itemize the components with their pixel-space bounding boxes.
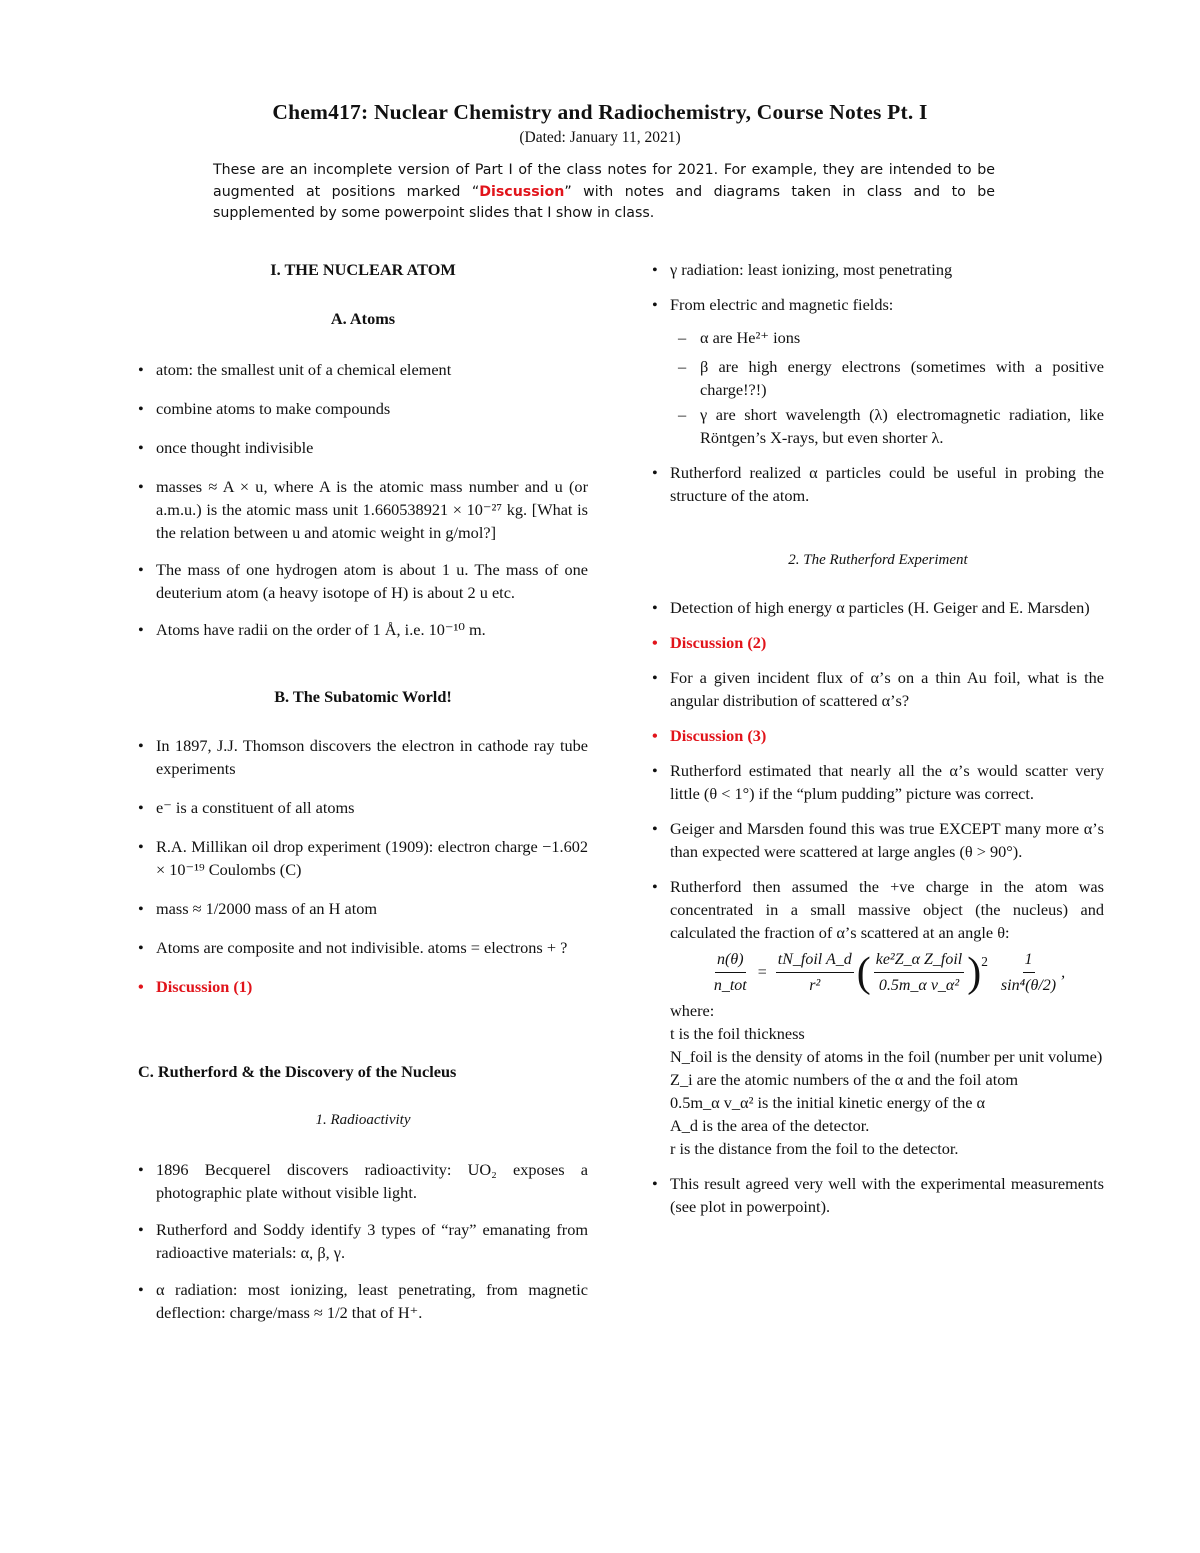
abstract-text-before: These are an incomplete version of Part I of the class notes for 2021. For example, they are intended to be augmented at positions marked “ — [213, 162, 995, 200]
formula-lhs-fraction — [712, 948, 749, 997]
list-item: • R.A. Millikan oil drop experiment (1909): electron charge −1.602 × 10⁻¹⁹ Coulombs (C) — [138, 835, 588, 881]
fields-sublist — [670, 326, 1104, 449]
sublist-item: – β are high energy electrons (sometimes with a positive charge!?!) — [670, 355, 1104, 401]
discussion-marker-2: • Discussion (2) — [652, 631, 1104, 654]
formula-angular-numerator: 1 — [1023, 948, 1035, 973]
formula-energy-denominator: 0.5m_α v_α² — [878, 977, 960, 994]
paper-title: Chem417: Nuclear Chemistry and Radiochemistry, Course Notes Pt. I — [272, 100, 928, 124]
formula-lhs-denominator: n_tot — [713, 977, 747, 994]
list-item: • For a given incident flux of α’s on a thin Au foil, what is the angular distribution of scattered α’s? — [652, 666, 1104, 712]
sublist-item: – α are He²⁺ ions — [670, 326, 1104, 349]
abstract-discussion-highlight: Discussion — [479, 183, 565, 200]
right-column — [652, 258, 1104, 1218]
atoms-list — [138, 358, 588, 641]
subsubsection-heading-rutherford-experiment: 2. The Rutherford Experiment — [788, 552, 968, 568]
list-item: • Atoms are composite and not indivisible. atoms = electrons + ? — [138, 936, 588, 959]
formula-geometry-fraction — [776, 948, 854, 997]
left-column — [138, 258, 588, 1324]
formula-geometry-denominator: r² — [809, 977, 821, 994]
list-item — [652, 875, 1104, 1160]
discussion-marker-3: • Discussion (3) — [652, 724, 1104, 747]
definition-line: where: — [670, 1001, 715, 1020]
list-item: • Rutherford and Soddy identify 3 types of “ray” emanating from radioactive materials: α, β, γ. — [138, 1218, 588, 1264]
subsection-heading-subatomic: B. The Subatomic World! — [274, 687, 452, 706]
formula-open-paren: ( — [856, 949, 871, 996]
list-item: • once thought indivisible — [138, 436, 588, 459]
list-item: • This result agreed very well with the experimental measurements (see plot in powerpoint). — [652, 1172, 1104, 1218]
list-item: • Rutherford estimated that nearly all the α’s would scatter very little (θ < 1°) if the “plum pudding” picture was correct. — [652, 759, 1104, 805]
list-item: • 1896 Becquerel discovers radioactivity: UO₂ exposes a photographic plate without visible light. — [138, 1158, 588, 1204]
definition-line: t is the foil thickness — [670, 1024, 805, 1043]
experiment-list — [652, 596, 1104, 1218]
definition-line: 0.5m_α v_α² is the initial kinetic energy of the α — [670, 1093, 986, 1112]
list-item: • γ radiation: least ionizing, most penetrating — [652, 258, 1104, 281]
radioactivity-list — [138, 1158, 588, 1324]
subsection-heading-atoms: A. Atoms — [330, 309, 396, 328]
subatomic-list — [138, 734, 588, 998]
definition-line: Z_i are the atomic numbers of the α and the foil atom — [670, 1070, 1019, 1089]
discussion-marker-1: • Discussion (1) — [138, 975, 588, 998]
formula-tail: , — [1061, 964, 1066, 981]
abstract-text-after: ” with notes and diagrams taken in class and to be supplemented by some powerpoint slides that I show in class. — [213, 183, 995, 221]
list-item: • atom: the smallest unit of a chemical element — [138, 358, 588, 381]
subsection-heading-rutherford: C. Rutherford & the Discovery of the Nucleus — [138, 1062, 457, 1081]
formula-equals: = — [757, 964, 767, 981]
list-item: • α radiation: most ionizing, least penetrating, from magnetic deflection: charge/mass ≈ 1/2 that of H⁺. — [138, 1278, 588, 1324]
formula-energy-fraction — [874, 948, 965, 997]
list-item: • e⁻ is a constituent of all atoms — [138, 796, 588, 819]
formula-angular-denominator: sin⁴(θ/2) — [1000, 977, 1057, 994]
formula-angular-fraction — [999, 948, 1058, 997]
formula-energy-numerator: ke²Z_α Z_foil — [874, 948, 965, 973]
list-item: • combine atoms to make compounds — [138, 397, 588, 420]
list-item: • Geiger and Marsden found this was true EXCEPT many more α’s than expected were scattered at large angles (θ > 90°). — [652, 817, 1104, 863]
assumed-item-text: • Rutherford then assumed the +ve charge in the atom was concentrated in a small massive object (the nucleus) and calculated the fraction of α’s scattered at an angle θ: — [670, 877, 1104, 942]
list-item: • The mass of one hydrogen atom is about 1 u. The mass of one deuterium atom (a heavy isotope of H) is about 2 u etc. — [138, 558, 588, 604]
definition-line: A_d is the area of the detector. — [670, 1116, 870, 1135]
list-item: • mass ≈ 1/2000 mass of an H atom — [138, 897, 588, 920]
radiation-list — [652, 258, 1104, 507]
list-item: • In 1897, J.J. Thomson discovers the electron in cathode ray tube experiments — [138, 734, 588, 780]
subsubsection-heading-radioactivity: 1. Radioactivity — [315, 1112, 411, 1128]
list-item: • Rutherford realized α particles could be useful in probing the structure of the atom. — [652, 461, 1104, 507]
formula-close-paren: ) — [967, 949, 982, 996]
section-heading-nuclear-atom: I. THE NUCLEAR ATOM — [270, 260, 456, 279]
definition-line: N_foil is the density of atoms in the foil (number per unit volume) — [670, 1047, 1103, 1066]
paper-date: (Dated: January 11, 2021) — [519, 129, 681, 146]
list-item: • masses ≈ A × u, where A is the atomic mass number and u (or a.m.u.) is the atomic mass unit 1.660538921 × 10⁻²⁷ kg. [What is the relation between u and atomic weight in g/mol?] — [138, 475, 588, 544]
rutherford-formula — [670, 944, 1104, 999]
formula-exponent: 2 — [981, 954, 988, 969]
list-item: • Atoms have radii on the order of 1 Å, i.e. 10⁻¹⁰ m. — [138, 618, 588, 641]
list-item: • Detection of high energy α particles (H. Geiger and E. Marsden) — [652, 596, 1104, 619]
formula-definitions — [670, 999, 1104, 1160]
formula-lhs-numerator: n(θ) — [715, 948, 746, 973]
fields-item-label: From electric and magnetic fields: — [670, 295, 894, 314]
formula-geometry-numerator: tN_foil A_d — [776, 948, 854, 973]
list-item — [652, 293, 1104, 449]
abstract — [213, 160, 995, 225]
definition-line: r is the distance from the foil to the detector. — [670, 1139, 959, 1158]
sublist-item: – γ are short wavelength (λ) electromagnetic radiation, like Röntgen’s X-rays, but even shorter λ. — [670, 403, 1104, 449]
